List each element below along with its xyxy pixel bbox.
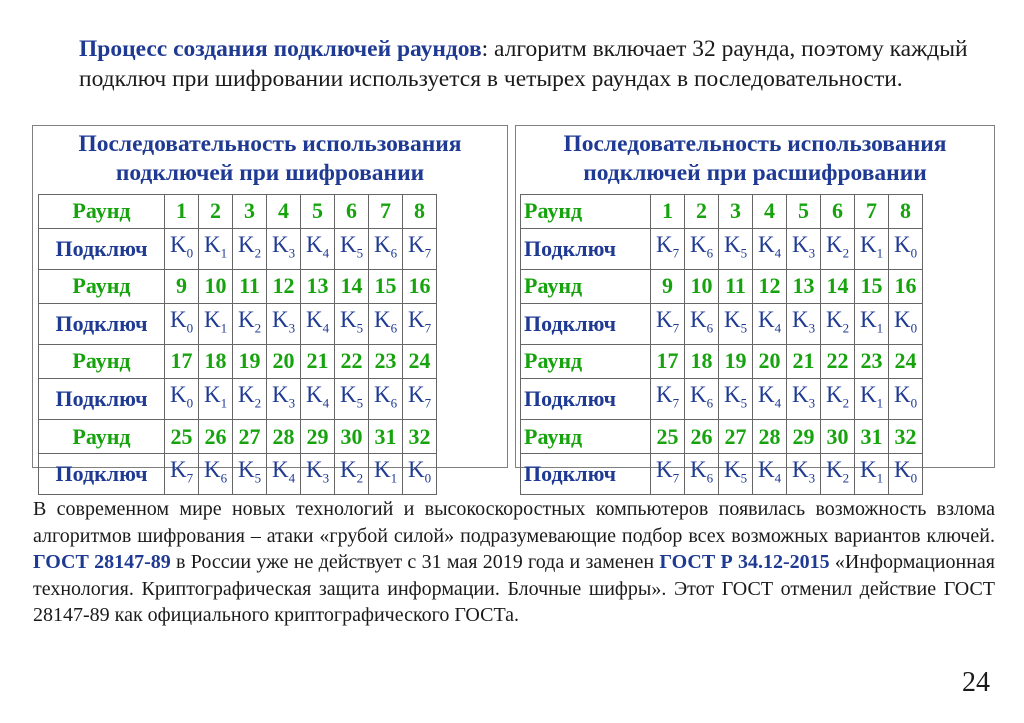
subkey-cell: $K_2$ (233, 228, 267, 270)
subkey-cell: $K_7$ (651, 378, 685, 420)
round-cell: 19 (719, 345, 753, 379)
round-row (39, 195, 437, 229)
round-cell: 29 (787, 420, 821, 454)
subkey-cell: $K_1$ (855, 378, 889, 420)
subkey-row-label: Подключ (521, 303, 651, 345)
round-cell: 21 (301, 345, 335, 379)
round-cell: 9 (651, 270, 685, 304)
subkey-cell: $K_2$ (233, 378, 267, 420)
round-cell: 24 (403, 345, 437, 379)
subkey-row-label: Подключ (39, 303, 165, 345)
round-row-label: Раунд (521, 270, 651, 304)
subkey-cell: $K_6$ (685, 228, 719, 270)
round-cell: 7 (369, 195, 403, 229)
round-cell: 26 (685, 420, 719, 454)
round-row-label: Раунд (39, 345, 165, 379)
round-row-label: Раунд (521, 345, 651, 379)
round-cell: 8 (889, 195, 923, 229)
subkey-cell: $K_0$ (889, 303, 923, 345)
subkey-cell: $K_3$ (787, 453, 821, 495)
round-row-label: Раунд (521, 195, 651, 229)
intro-rest: : алгоритм включает 32 раунда, поэтому каждый подключ при шифровании используется в четырех раундах в последовательности. (79, 36, 968, 92)
round-cell: 14 (821, 270, 855, 304)
subkey-cell: $K_6$ (685, 303, 719, 345)
round-cell: 17 (165, 345, 199, 379)
subkey-cell: $K_7$ (403, 228, 437, 270)
round-cell: 27 (233, 420, 267, 454)
round-cell: 28 (753, 420, 787, 454)
subkey-cell: $K_4$ (753, 453, 787, 495)
subkey-cell: $K_3$ (787, 228, 821, 270)
page-number: 24 (962, 667, 990, 698)
round-cell: 5 (787, 195, 821, 229)
subkey-cell: $K_6$ (199, 453, 233, 495)
subkey-row (39, 453, 437, 495)
subkey-cell: $K_4$ (753, 378, 787, 420)
subkey-cell: $K_3$ (301, 453, 335, 495)
round-cell: 22 (821, 345, 855, 379)
subkey-cell: $K_4$ (267, 453, 301, 495)
round-cell: 24 (889, 345, 923, 379)
round-cell: 18 (685, 345, 719, 379)
intro-line (33, 34, 995, 94)
round-cell: 11 (719, 270, 753, 304)
round-row-label: Раунд (39, 420, 165, 454)
round-cell: 12 (267, 270, 301, 304)
subkey-cell: $K_5$ (335, 378, 369, 420)
round-row (39, 345, 437, 379)
round-cell: 25 (165, 420, 199, 454)
round-cell: 15 (369, 270, 403, 304)
paragraph-part1: В современном мире новых технологий и высокоскоростных компьютеров появилась возможность взлома алгоритмов шифрования – атаки «грубой силой» подразумевающие подбор всех возможных вариантов ключей. (33, 498, 995, 547)
encryption-subkey-table (38, 194, 437, 495)
subkey-cell: $K_0$ (165, 228, 199, 270)
subkey-row-label: Подключ (39, 378, 165, 420)
subkey-cell: $K_2$ (821, 303, 855, 345)
subkey-row (39, 228, 437, 270)
subkey-cell: $K_4$ (753, 228, 787, 270)
subkey-cell: $K_2$ (821, 378, 855, 420)
round-row (521, 270, 923, 304)
round-cell: 18 (199, 345, 233, 379)
subkey-cell: $K_6$ (685, 378, 719, 420)
subkey-cell: $K_5$ (719, 228, 753, 270)
subkey-cell: $K_3$ (787, 303, 821, 345)
subkey-cell: $K_7$ (403, 303, 437, 345)
subkey-row (521, 453, 923, 495)
round-cell: 14 (335, 270, 369, 304)
round-cell: 31 (369, 420, 403, 454)
subkey-cell: $K_5$ (335, 228, 369, 270)
round-cell: 13 (301, 270, 335, 304)
round-cell: 12 (753, 270, 787, 304)
round-cell: 3 (719, 195, 753, 229)
encryption-panel (32, 125, 508, 487)
encryption-title-line2: подключей при шифровании (115, 160, 425, 186)
round-cell: 2 (199, 195, 233, 229)
subkey-cell: $K_1$ (199, 378, 233, 420)
round-cell: 6 (335, 195, 369, 229)
subkey-cell: $K_2$ (821, 453, 855, 495)
round-cell: 10 (685, 270, 719, 304)
paragraph-part3: «Информационная технология. Криптографическая защита информации. Блочные шифры». Этот ГОСТ отменил действие ГОСТ 28147-89 как официального криптографического ГОСТа. (33, 551, 995, 626)
round-cell: 5 (301, 195, 335, 229)
subkey-cell: $K_7$ (651, 228, 685, 270)
gost-28147-label: ГОСТ 28147-89 (33, 551, 171, 573)
subkey-cell: $K_7$ (651, 303, 685, 345)
subkey-cell: $K_0$ (889, 228, 923, 270)
encryption-panel-title (33, 126, 507, 188)
round-cell: 22 (335, 345, 369, 379)
subkey-cell: $K_5$ (719, 303, 753, 345)
round-cell: 4 (267, 195, 301, 229)
round-cell: 20 (267, 345, 301, 379)
encryption-title-line1: Последовательность использования (78, 131, 462, 157)
subkey-cell: $K_3$ (787, 378, 821, 420)
subkey-cell: $K_0$ (165, 303, 199, 345)
subkey-cell: $K_5$ (719, 453, 753, 495)
round-cell: 32 (403, 420, 437, 454)
round-cell: 1 (165, 195, 199, 229)
round-cell: 6 (821, 195, 855, 229)
round-cell: 28 (267, 420, 301, 454)
subkey-cell: $K_4$ (753, 303, 787, 345)
round-row (39, 270, 437, 304)
round-cell: 30 (335, 420, 369, 454)
round-row (39, 420, 437, 454)
subkey-cell: $K_6$ (369, 378, 403, 420)
round-cell: 8 (403, 195, 437, 229)
subkey-cell: $K_1$ (855, 453, 889, 495)
subkey-cell: $K_3$ (267, 228, 301, 270)
round-cell: 15 (855, 270, 889, 304)
subkey-cell: $K_1$ (855, 228, 889, 270)
round-cell: 31 (855, 420, 889, 454)
subkey-cell: $K_0$ (889, 453, 923, 495)
round-row (521, 420, 923, 454)
subkey-cell: $K_3$ (267, 378, 301, 420)
decryption-subkey-table (520, 194, 923, 495)
round-cell: 26 (199, 420, 233, 454)
round-cell: 30 (821, 420, 855, 454)
subkey-row (521, 303, 923, 345)
subkey-cell: $K_0$ (889, 378, 923, 420)
round-row (521, 345, 923, 379)
round-cell: 21 (787, 345, 821, 379)
gost-paragraph (33, 496, 995, 629)
intro-text (33, 34, 995, 94)
subkey-cell: $K_7$ (651, 453, 685, 495)
round-row (521, 195, 923, 229)
subkey-cell: $K_6$ (685, 453, 719, 495)
subkey-row-label: Подключ (39, 228, 165, 270)
subkey-cell: $K_5$ (233, 453, 267, 495)
round-cell: 16 (889, 270, 923, 304)
round-cell: 11 (233, 270, 267, 304)
round-row-label: Раунд (39, 270, 165, 304)
decryption-panel-title (516, 126, 994, 188)
round-cell: 23 (369, 345, 403, 379)
round-cell: 19 (233, 345, 267, 379)
subkey-cell: $K_5$ (335, 303, 369, 345)
subkey-row-label: Подключ (39, 453, 165, 495)
round-cell: 27 (719, 420, 753, 454)
round-cell: 4 (753, 195, 787, 229)
round-cell: 17 (651, 345, 685, 379)
subkey-row-label: Подключ (521, 453, 651, 495)
round-cell: 16 (403, 270, 437, 304)
subkey-cell: $K_2$ (335, 453, 369, 495)
subkey-cell: $K_6$ (369, 228, 403, 270)
subkey-cell: $K_2$ (233, 303, 267, 345)
subkey-cell: $K_6$ (369, 303, 403, 345)
subkey-cell: $K_4$ (301, 303, 335, 345)
subkey-cell: $K_2$ (821, 228, 855, 270)
round-cell: 23 (855, 345, 889, 379)
paragraph-part2: в России уже не действует с 31 мая 2019 года и заменен (170, 551, 660, 573)
round-cell: 3 (233, 195, 267, 229)
round-cell: 2 (685, 195, 719, 229)
subkey-cell: $K_1$ (199, 228, 233, 270)
subkey-row (521, 378, 923, 420)
subkey-cell: $K_3$ (267, 303, 301, 345)
subkey-cell: $K_1$ (855, 303, 889, 345)
round-cell: 10 (199, 270, 233, 304)
subkey-cell: $K_4$ (301, 228, 335, 270)
round-row-label: Раунд (521, 420, 651, 454)
round-cell: 32 (889, 420, 923, 454)
round-cell: 13 (787, 270, 821, 304)
subkey-cell: $K_1$ (369, 453, 403, 495)
intro-highlight: Процесс создания подключей раундов (79, 36, 482, 62)
subkey-cell: $K_5$ (719, 378, 753, 420)
round-cell: 9 (165, 270, 199, 304)
subkey-cell: $K_0$ (403, 453, 437, 495)
subkey-cell: $K_1$ (199, 303, 233, 345)
subkey-cell: $K_0$ (165, 378, 199, 420)
subkey-cell: $K_7$ (165, 453, 199, 495)
decryption-panel (515, 125, 995, 487)
decryption-title-line1: Последовательность использования (563, 131, 947, 157)
subkey-row (39, 303, 437, 345)
round-cell: 7 (855, 195, 889, 229)
round-cell: 29 (301, 420, 335, 454)
subkey-cell: $K_4$ (301, 378, 335, 420)
subkey-row-label: Подключ (521, 228, 651, 270)
subkey-cell: $K_7$ (403, 378, 437, 420)
round-row-label: Раунд (39, 195, 165, 229)
round-cell: 1 (651, 195, 685, 229)
round-cell: 25 (651, 420, 685, 454)
gost-34-12-label: ГОСТ Р 34.12-2015 (659, 551, 830, 573)
round-cell: 20 (753, 345, 787, 379)
decryption-title-line2: подключей при расшифровании (583, 160, 927, 186)
subkey-row-label: Подключ (521, 378, 651, 420)
subkey-row (39, 378, 437, 420)
subkey-row (521, 228, 923, 270)
